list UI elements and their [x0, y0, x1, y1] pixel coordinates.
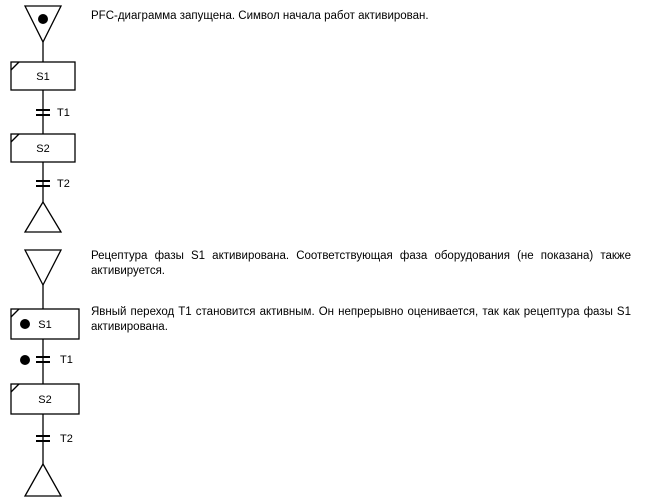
- transition-t1-label: T1: [60, 354, 73, 366]
- step-s2-label: S2: [36, 143, 50, 155]
- pfc-diagram-2: [11, 250, 79, 496]
- transition-t2-label: T2: [60, 433, 73, 445]
- step-s1-corner-mark: [11, 309, 19, 317]
- step-s1-active-token: [20, 319, 30, 329]
- step-s1-corner-mark: [11, 62, 19, 70]
- start-symbol: [25, 250, 61, 285]
- step-s2-label: S2: [38, 394, 52, 406]
- diagram-1-caption: PFC-диаграмма запущена. Символ начала работ активирован.: [91, 10, 429, 22]
- transition-t1-label: T1: [57, 107, 70, 119]
- transition-t1-active-token: [20, 355, 30, 365]
- diagram-2-transition-caption: Явный переход T1 становится активным. Он непрерывно оценивается, так как рецептура фазы S1 активирована.: [91, 306, 631, 333]
- pfc-diagram-1: [11, 6, 75, 232]
- start-active-token: [38, 14, 48, 24]
- diagram-2-step-caption: Рецептура фазы S1 активирована. Соответствующая фаза оборудования (не показана) также активируется.: [91, 250, 631, 277]
- step-s2-corner-mark: [11, 384, 19, 392]
- step-s1-label: S1: [36, 71, 50, 83]
- transition-t2-label: T2: [57, 178, 70, 190]
- end-symbol: [25, 202, 61, 232]
- end-symbol: [25, 464, 61, 496]
- step-s2-corner-mark: [11, 134, 19, 142]
- step-s1-label: S1: [38, 319, 52, 331]
